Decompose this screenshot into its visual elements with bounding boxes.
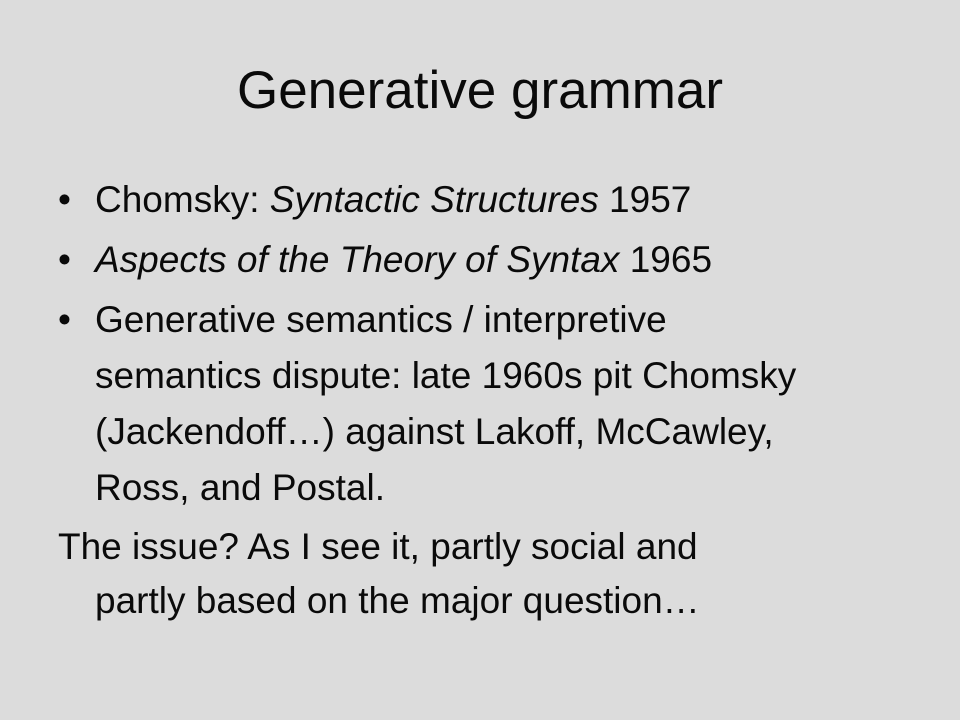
paragraph-line: The issue? As I see it, partly social and [58, 526, 698, 567]
bullet-line: semantics dispute: late 1960s pit Chomsky [95, 355, 797, 396]
bullet-marker: • [58, 299, 71, 340]
bullet-line: Ross, and Postal. [95, 467, 385, 508]
paragraph-line: partly based on the major question… [95, 580, 700, 621]
closing-paragraph [58, 520, 928, 628]
bullet-text-part: 1965 [619, 239, 713, 280]
bullet-text-part: 1957 [598, 179, 692, 220]
bullet-text [95, 292, 928, 516]
bullet-marker: • [58, 239, 71, 280]
bullet-item [58, 232, 928, 288]
bullet-line: (Jackendoff…) against Lakoff, McCawley, [95, 411, 774, 452]
book-title: Syntactic Structures [269, 179, 599, 220]
slide-title: Generative grammar [236, 61, 723, 120]
bullet-line: Generative semantics / interpretive [95, 299, 667, 340]
bullet-item [58, 292, 928, 516]
bullet-text [95, 232, 928, 288]
bullet-item [58, 172, 928, 228]
bullet-text [95, 172, 928, 228]
bullet-marker: • [58, 179, 71, 220]
slide-body [58, 172, 928, 628]
bullet-text-part: Chomsky: [95, 179, 270, 220]
book-title: Aspects of the Theory of Syntax [95, 239, 620, 280]
